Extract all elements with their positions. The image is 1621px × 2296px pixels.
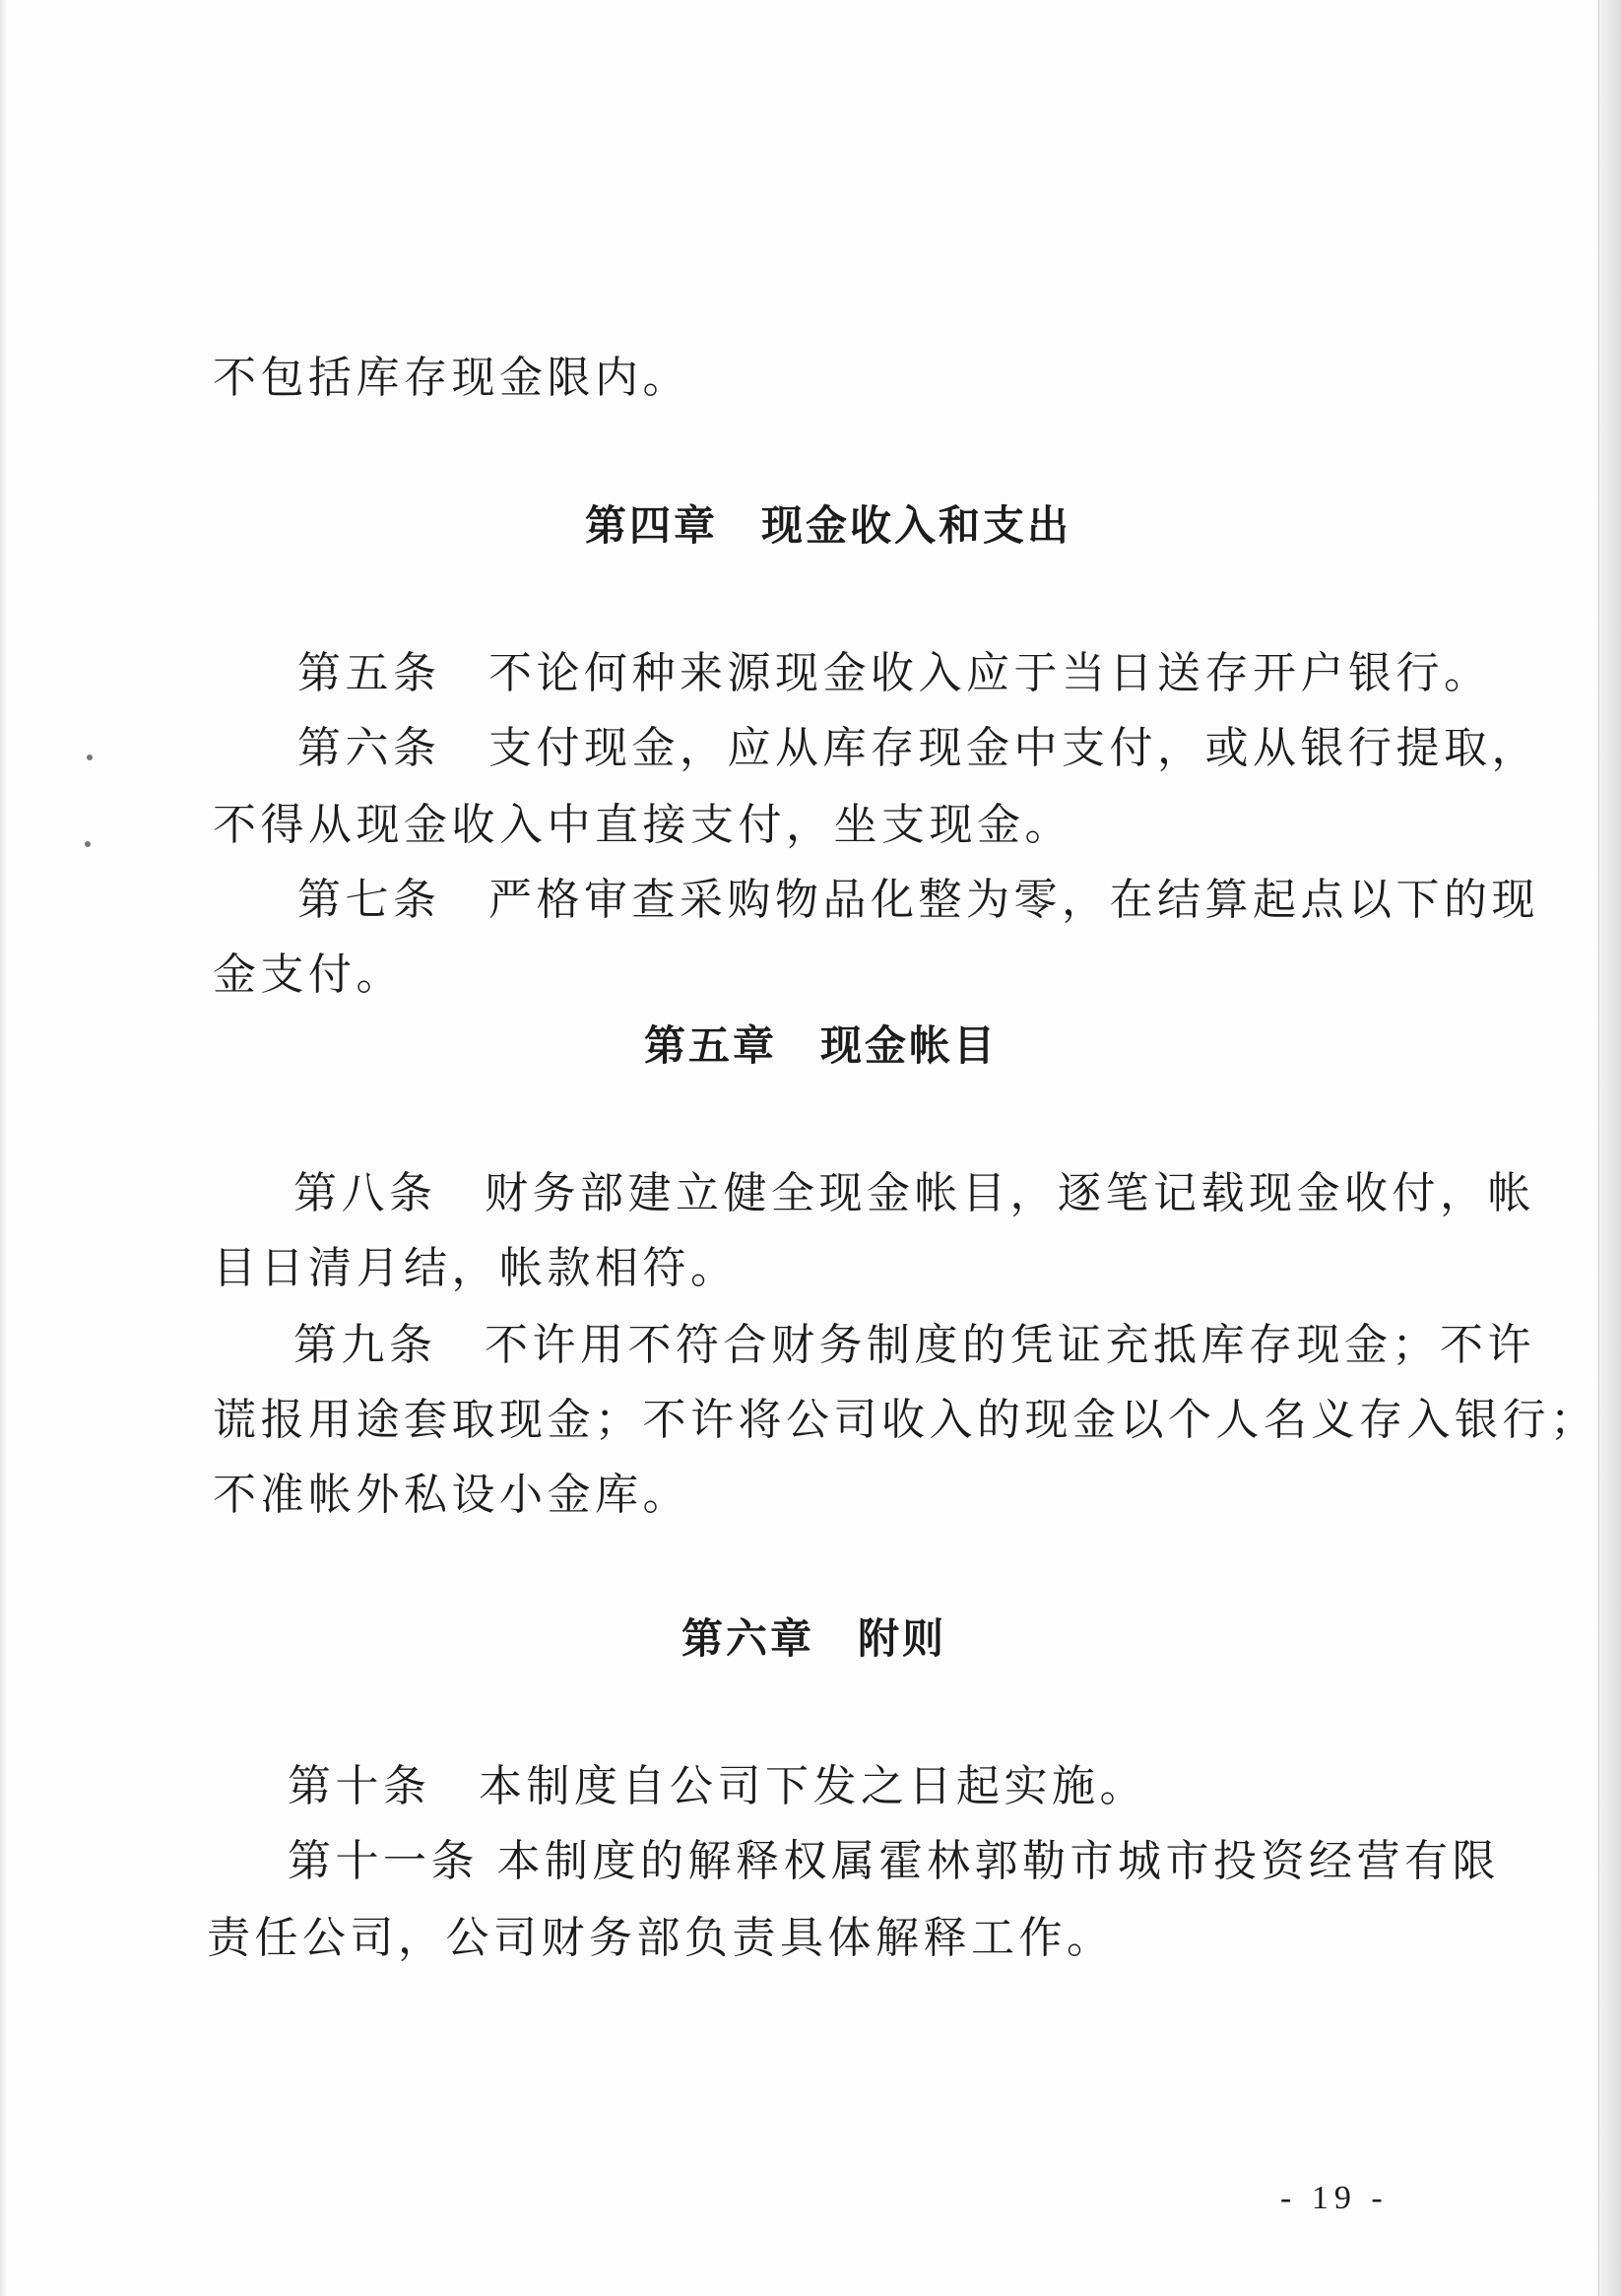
scan-edge-right — [1598, 0, 1621, 2296]
body-line: 谎报用途套取现金；不许将公司收入的现金以个人名义存入银行； — [213, 1395, 1598, 1445]
page-number: - 19 - — [1280, 2180, 1389, 2216]
chapter-heading — [681, 1611, 946, 1667]
body-line: 金支付。 — [213, 950, 404, 1000]
scan-edge-left — [0, 0, 6, 2296]
body-line: 不准帐外私设小金库。 — [213, 1470, 690, 1520]
scan-speck — [87, 754, 93, 760]
chapter-heading — [644, 1018, 998, 1074]
article-line: 第十一条 本制度的解释权属霍林郭勒市城市投资经营有限 — [288, 1836, 1500, 1886]
chapter-number: 第四章 — [585, 501, 719, 550]
article-line: 第七条 严格审查采购物品化整为零，在结算起点以下的现 — [297, 875, 1539, 925]
chapter-title: 现金帐目 — [820, 1021, 999, 1070]
chapter-title: 附则 — [858, 1614, 947, 1663]
article-line: 第十条 本制度自公司下发之日起实施。 — [288, 1761, 1147, 1811]
chapter-title: 现金收入和支出 — [761, 501, 1072, 550]
body-line: 不包括库存现金限内。 — [213, 353, 690, 403]
article-line: 第九条 不许用不符合财务制度的凭证充抵库存现金；不许 — [293, 1320, 1535, 1370]
article-line: 第五条 不论何种来源现金收入应于当日送存开户银行。 — [297, 648, 1492, 698]
body-line: 目日清月结，帐款相符。 — [213, 1243, 739, 1293]
chapter-number: 第五章 — [644, 1021, 778, 1070]
article-line: 第六条 支付现金，应从库存现金中支付，或从银行提取， — [297, 723, 1539, 773]
chapter-number: 第六章 — [681, 1614, 815, 1663]
article-line: 第八条 财务部建立健全现金帐目，逐笔记载现金收付，帐 — [293, 1168, 1535, 1218]
body-line: 责任公司，公司财务部负责具体解释工作。 — [207, 1913, 1115, 1963]
chapter-heading — [585, 498, 1071, 554]
body-line: 不得从现金收入中直接支付，坐支现金。 — [213, 800, 1072, 850]
scan-speck — [85, 841, 91, 847]
